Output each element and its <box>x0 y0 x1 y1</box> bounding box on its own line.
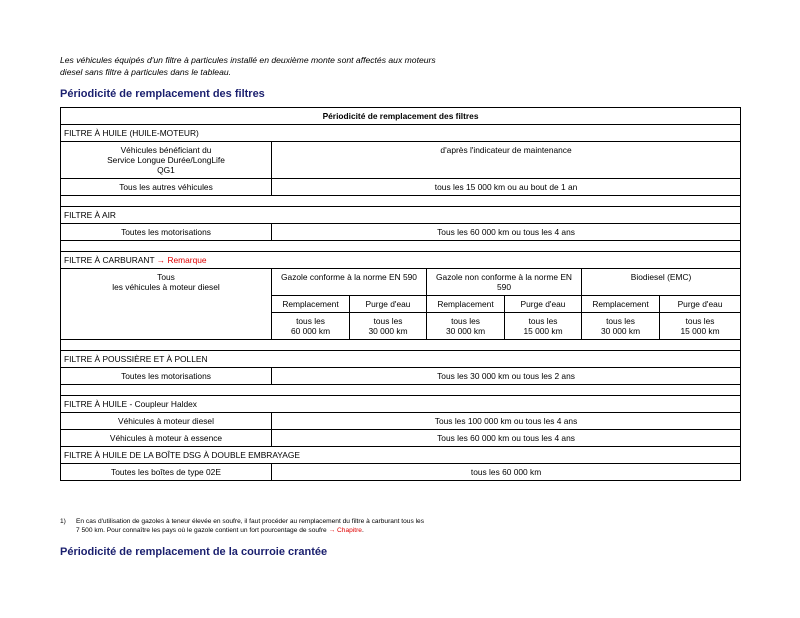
fuel-value-line: 30 000 km <box>368 326 408 336</box>
section-oil-filter: FILTRE À HUILE (HUILE-MOTEUR) <box>61 125 741 142</box>
row-value: Tous les 60 000 km ou tous les 4 ans <box>272 430 741 447</box>
table-row <box>61 142 741 179</box>
fuel-subheader: Remplacement <box>272 296 350 313</box>
table-row <box>61 269 741 296</box>
footnote-end: . <box>361 527 364 534</box>
arrow-right-icon: → <box>328 527 336 534</box>
table-row <box>61 430 741 447</box>
row-value: tous les 60 000 km <box>272 464 741 481</box>
table-row <box>61 207 741 224</box>
table-row <box>61 252 741 269</box>
fuel-value-line: tous les <box>296 316 325 326</box>
fuel-value <box>350 313 427 340</box>
section-fuel-filter-label: FILTRE À CARBURANT <box>64 255 155 265</box>
spacer-cell <box>61 385 741 396</box>
table-row <box>61 447 741 464</box>
spacer-row <box>61 196 741 207</box>
row-label-line: les véhicules à moteur diesel <box>112 282 220 292</box>
fuel-group-header: Gazole conforme à la norme EN 590 <box>272 269 427 296</box>
spacer-row <box>61 241 741 252</box>
fuel-value-line: tous les <box>451 316 480 326</box>
row-label: Tous les autres véhicules <box>61 179 272 196</box>
footnote-line-1: En cas d'utilisation de gazoles à teneur élevée en soufre, il faut procéder au remplacement du filtre à carburant tous les <box>76 518 424 525</box>
fuel-subheader: Purge d'eau <box>660 296 741 313</box>
row-label <box>61 269 272 340</box>
row-value: Tous les 60 000 km ou tous les 4 ans <box>272 224 741 241</box>
row-label: Toutes les boîtes de type 02E <box>61 464 272 481</box>
arrow-right-icon: → <box>156 255 166 265</box>
row-label: Véhicules à moteur à essence <box>61 430 272 447</box>
intro-note <box>60 54 760 78</box>
row-label-line: Véhicules bénéficiant du <box>120 145 212 155</box>
footnote-line-2: 7 500 km. Pour connaître les pays où le gazole contient un fort pourcentage de soufre <box>76 527 327 534</box>
table-row <box>61 464 741 481</box>
spacer-cell <box>61 196 741 207</box>
row-value: tous les 15 000 km ou au bout de 1 an <box>272 179 741 196</box>
table-row <box>61 224 741 241</box>
table-title-row <box>61 108 741 125</box>
fuel-value-line: tous les <box>373 316 403 326</box>
fuel-value-line: tous les <box>606 316 635 326</box>
table-title: Périodicité de remplacement des filtres <box>61 108 741 125</box>
fuel-subheader: Purge d'eau <box>505 296 582 313</box>
section-pollen-filter: FILTRE À POUSSIÈRE ET À POLLEN <box>61 351 741 368</box>
fuel-value-line: 15 000 km <box>680 326 720 336</box>
fuel-value-line: tous les <box>528 316 558 326</box>
row-value: Tous les 30 000 km ou tous les 2 ans <box>272 368 741 385</box>
fuel-value-line: 60 000 km <box>290 326 331 336</box>
chapter-link[interactable] <box>329 527 362 534</box>
fuel-value <box>272 313 350 340</box>
table-row <box>61 179 741 196</box>
fuel-value <box>427 313 505 340</box>
row-label-line: Tous <box>157 272 175 282</box>
fuel-value <box>660 313 741 340</box>
row-label-line: Service Longue Durée/LongLife <box>107 155 225 165</box>
row-value: Tous les 100 000 km ou tous les 4 ans <box>272 413 741 430</box>
remark-link-label: Remarque <box>167 255 207 265</box>
row-label: Toutes les motorisations <box>61 224 272 241</box>
chapter-link-label: Chapitre <box>337 527 362 534</box>
table-row <box>61 368 741 385</box>
footnote-body <box>76 517 636 535</box>
spacer-row <box>61 340 741 351</box>
fuel-value <box>505 313 582 340</box>
spacer-cell <box>61 241 741 252</box>
footnote-marker: 1) <box>60 518 66 525</box>
fuel-subheader: Remplacement <box>427 296 505 313</box>
intro-line-2: diesel sans filtre à particules dans le tableau. <box>60 67 232 77</box>
section-haldex-filter: FILTRE À HUILE - Coupleur Haldex <box>61 396 741 413</box>
intro-line-1: Les véhicules équipés d'un filtre à particules installé en deuxième monte sont affectés aux moteurs <box>60 55 436 65</box>
spacer-cell <box>61 340 741 351</box>
heading-timing-belt: Périodicité de remplacement de la courroie crantée <box>60 546 328 558</box>
row-label: Véhicules à moteur diesel <box>61 413 272 430</box>
fuel-group-header: Gazole non conforme à la norme EN 590 <box>427 269 582 296</box>
fuel-subheader: Purge d'eau <box>350 296 427 313</box>
fuel-value <box>582 313 660 340</box>
table-row <box>61 396 741 413</box>
row-label: Toutes les motorisations <box>61 368 272 385</box>
table-row <box>61 125 741 142</box>
fuel-value-line: 30 000 km <box>445 326 486 336</box>
row-label-line: QG1 <box>157 165 175 175</box>
footnote <box>60 517 740 535</box>
table-row <box>61 413 741 430</box>
section-dsg-filter: FILTRE À HUILE DE LA BOÎTE DSG À DOUBLE EMBRAYAGE <box>61 447 741 464</box>
spacer-row <box>61 385 741 396</box>
fuel-subheader: Remplacement <box>582 296 660 313</box>
section-air-filter: FILTRE À AIR <box>61 207 741 224</box>
fuel-group-header: Biodiesel (EMC) <box>582 269 741 296</box>
fuel-value-line: tous les <box>685 316 715 326</box>
filter-intervals-table <box>60 107 741 481</box>
table-row <box>61 351 741 368</box>
row-value: d'après l'indicateur de maintenance <box>272 142 741 179</box>
heading-filter-intervals: Périodicité de remplacement des filtres <box>60 88 265 100</box>
section-fuel-filter <box>61 252 741 269</box>
remark-link[interactable] <box>157 255 207 265</box>
row-label <box>61 142 272 179</box>
fuel-value-line: 30 000 km <box>600 326 641 336</box>
fuel-value-line: 15 000 km <box>523 326 563 336</box>
